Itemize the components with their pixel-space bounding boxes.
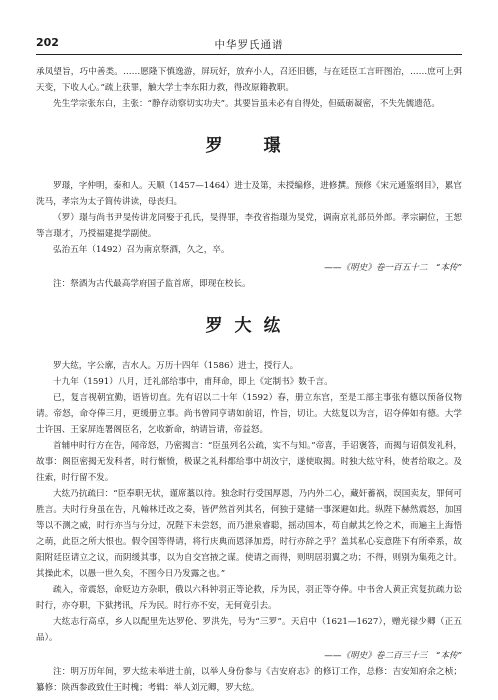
paragraph: 已，复言视朝宜勤，语皆切直。先有诏以二十年（1592）春，册立东宫，至是工部主事张有德以预备仪物请。帝怒，命夺俸三月，更缓册立事。尚书曾同亨请如前诏，忤旨，切让。大纮复以为言，诏夺俸如有德。大学士许国、王家屏连署阁臣名，乞收新命，纳请旨请，帝益怒。 [36, 393, 462, 435]
book-title: 中华罗氏通谱 [214, 39, 284, 51]
carryover-paragraph: 承凤望旨，巧中善类。……愿隆下慎逸游，屏玩好，放弃小人，召还旧德，与在廷臣工言旰图治，……庶可上弭天变，下收人心。”疏上获罪，触大学士李东阳力救，得改原籍教职。 [36, 67, 462, 93]
paragraph: 先生学宗张东白，主张：“静存动察切实功夫”。其要旨虽未必有自得处，但砥砺凝密，不失先儒遗范。 [53, 99, 440, 109]
paragraph: 弘治五年（1492）召为南京祭酒，久之，卒。 [53, 245, 230, 255]
paragraph: 大纮志行高卓，乡人以配里先达罗伦、罗洪先，号为“三罗”。天启中（1621—1627），赠光禄少卿（正五品）。 [36, 617, 462, 643]
section-title-luo-dahong: 罗大纮 [205, 316, 293, 336]
page-header [36, 36, 462, 55]
paragraph: （罗）璟与尚书尹旻传讲龙同娶于孔氏，旻得罪，李孜省指璟为旻党，调南京礼部员外郎。孝宗嗣位，王恕等言璟才，乃授福建提学副使。 [36, 213, 462, 239]
section-title-luo-jing: 罗 璟 [205, 136, 293, 156]
source-citation: ——《明史》卷二百三十三 “本传” [324, 651, 462, 661]
source-citation: ——《明史》卷一百五十二 “本传” [324, 263, 462, 273]
paragraph: 疏入，帝震怒，命贬边方杂职，俄以六科钟羽正等论救，斥为民，羽正等夺俸。中书舍人黄正宾复抗疏力讼时行，亦夺职，下狱拷讯，斥为民。时行亦不安，无何竟引去。 [36, 585, 462, 611]
paragraph: 罗大纮，字公廓，吉水人。万历十四年（1586）进士，授行人。 [53, 361, 299, 371]
page-content [36, 64, 462, 696]
paragraph: 大纮乃抗疏曰：“臣奉职无状，谨席藁以待。独念时行受国厚恩，乃内外二心，藏奸蓄祸，误国卖友，罪何可胜言。夫时行身虽在告，凡翰林迁改之奏，皆俨然首列其名，何独于建储一事深避如此。纵陛下赫然震怒，加国等以不测之威，时行亦当与分过，况陛下未尝怒，而乃泄泉睿聪，摇动国本，苟自献其乞怜之术，而遍主上海悟之萌，此臣之所大恨也。假令国等得请，将行庆典而恩泽加焉，时行亦辞之乎？盖其私心妄意陛下有所牵系，故阳附廷臣请立之议，而阴缓其事，以为自交宫掖之谋。使请之而得，则明居羽翼之功；不得，则别为集苑之计。其操此术，以愚一世久矣，不图今日乃发露之也。” [36, 489, 462, 579]
page-number: 202 [36, 36, 59, 49]
paragraph: 罗璟，字仲明，泰和人。天顺（1457—1464）进士及第，未授编修，进修撰。预修《宋元通鉴纲目》，累官洗马，孝宗为太子简传讲读，母丧归。 [36, 181, 462, 207]
paragraph: 十九年（1591）八月，迁礼部给事中，甫拜命，即上《定制书》数千言。 [53, 377, 333, 387]
note: 注：祭酒为古代最高学府国子监首席，即现在校长。 [53, 279, 251, 289]
note: 注：明万历年间，罗大纮未举进士前，以举人身份参与《吉安府志》的修订工作，总修：吉安知府余之桢；纂修：陕西参政致仕王时槐；考辑：举人刘元卿，罗大纮。 [36, 667, 462, 693]
paragraph: 首辅申时行方在告，闻帝怒，乃密揭言：“臣虽列名公疏，实不与知。”帝喜，手诏褒答，而揭与诏俱发礼科，故事：阁臣密揭无发科者，时行惭愤，极谋之礼科都给事中胡汝宁，遂使取揭。时独大纮守科，使者给取之。及往索，时行留不发。 [36, 441, 462, 483]
